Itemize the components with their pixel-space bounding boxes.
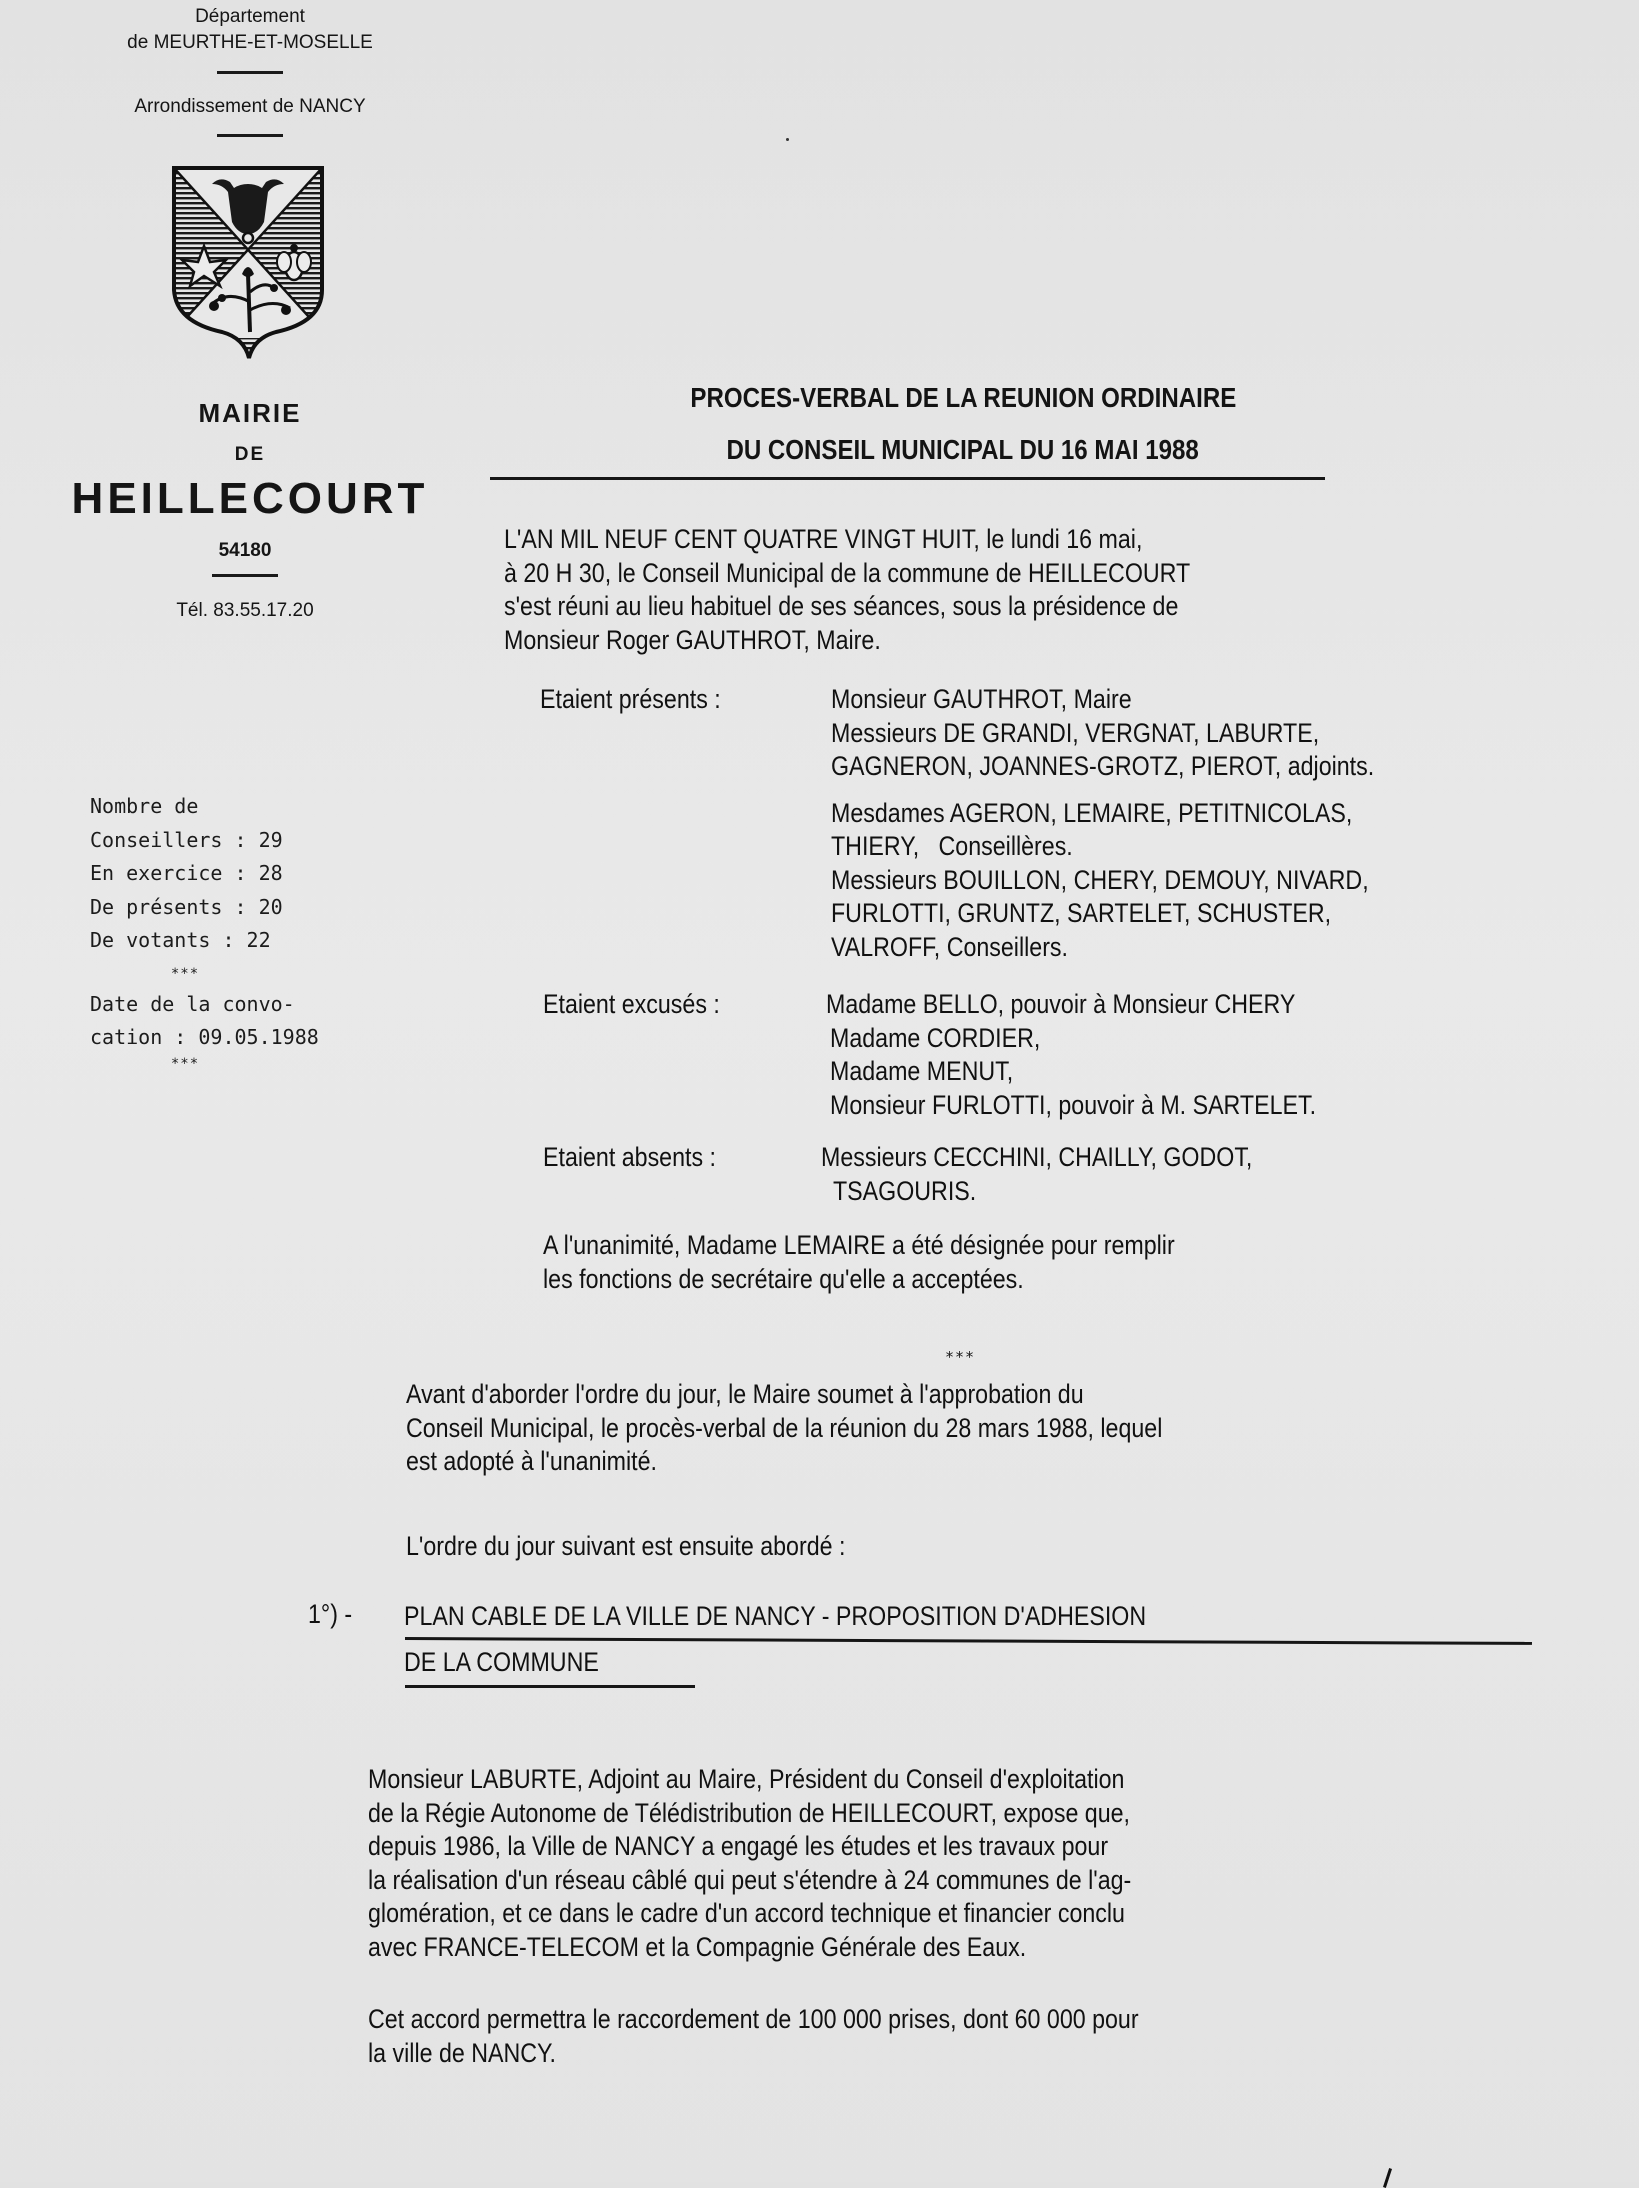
- title-underline: [490, 477, 1325, 480]
- text-line: Monsieur Roger GAUTHROT, Maire.: [504, 624, 881, 655]
- item1-paragraph-2: [368, 2003, 1264, 2070]
- speck: [786, 138, 789, 141]
- absents-list: [821, 1141, 1323, 1208]
- excused-line: Madame BELLO, pouvoir à Monsieur CHERY: [826, 989, 1296, 1019]
- item1-paragraph: [368, 1763, 1256, 1964]
- divider: [212, 574, 278, 577]
- postcode: 54180: [218, 540, 272, 561]
- stats-row: De présents : 20: [90, 894, 283, 919]
- text-line: glomération, et ce dans le cadre d'un accord technique et financier conclu: [368, 1898, 1125, 1928]
- stats-row: Conseillers : 29: [90, 827, 283, 852]
- text-line: avec FRANCE-TELECOM et la Compagnie Générale des Eaux.: [368, 1931, 1027, 1962]
- presents-list: [831, 683, 1463, 964]
- separator-stars: ***: [944, 1348, 976, 1366]
- section-label: Etaient absents :: [543, 1142, 716, 1172]
- stats-label: Conseillers: [90, 827, 223, 852]
- attendee-line: Mesdames AGERON, LEMAIRE, PETITNICOLAS,: [831, 797, 1353, 828]
- pen-mark: [1383, 2168, 1392, 2188]
- attendee-line: Messieurs BOUILLON, CHERY, DEMOUY, NIVARD,: [831, 864, 1369, 895]
- item-title-line: DE LA COMMUNE: [404, 1646, 599, 1677]
- divider: [217, 134, 283, 137]
- stats-label: De présents: [90, 894, 223, 919]
- text-line: Cet accord permettra le raccordement de 100 000 prises, dont 60 000 pour: [368, 2004, 1139, 2034]
- excused-line: Madame CORDIER,: [830, 1022, 1041, 1053]
- convocation-date: cation : 09.05.1988: [90, 1025, 319, 1049]
- stats-value: 29: [258, 827, 283, 852]
- separator-stars: ***: [170, 1055, 200, 1072]
- text-line: Avant d'aborder l'ordre du jour, le Maire soumet à l'approbation du: [406, 1379, 1084, 1409]
- commune-name: HEILLECOURT: [71, 474, 429, 523]
- title-line: PROCES-VERBAL DE LA REUNION ORDINAIRE: [690, 382, 1236, 413]
- absent-line: Messieurs CECCHINI, CHAILLY, GODOT,: [821, 1142, 1253, 1172]
- secretary-paragraph: [543, 1229, 1278, 1296]
- stats-value: 28: [258, 861, 283, 885]
- text-line: à 20 H 30, le Conseil Municipal de la commune de HEILLECOURT: [504, 557, 1191, 588]
- absents-label: [543, 1141, 744, 1175]
- stats-value: 22: [246, 928, 271, 952]
- document-title: [528, 372, 1398, 476]
- department-heading: [60, 4, 440, 56]
- text-line: s'est réuni au lieu habituel de ses séances, sous la présidence de: [504, 591, 1179, 621]
- attendee-line: VALROFF, Conseillers.: [831, 931, 1068, 962]
- text-line: Monsieur LABURTE, Adjoint au Maire, Président du Conseil d'exploitation: [368, 1764, 1125, 1794]
- text-line: depuis 1986, la Ville de NANCY a engagé les études et les travaux pour: [368, 1831, 1109, 1861]
- department-label: Département: [195, 6, 305, 27]
- agenda-item-number: [308, 1598, 359, 1632]
- stats-row: En exercice : 28: [90, 861, 283, 885]
- text-line: Conseil Municipal, le procès-verbal de la réunion du 28 mars 1988, lequel: [406, 1412, 1163, 1443]
- council-stats: [90, 790, 390, 1073]
- presents-label: [540, 683, 750, 717]
- attendee-line: Monsieur GAUTHROT, Maire: [831, 684, 1132, 714]
- item-number: 1°) -: [308, 1599, 353, 1629]
- title-line: DU CONSEIL MUNICIPAL DU 16 MAI 1988: [726, 434, 1200, 465]
- attendee-line: FURLOTTI, GRUNTZ, SARTELET, SCHUSTER,: [831, 898, 1332, 928]
- arrondissement: Arrondissement de NANCY: [134, 96, 366, 117]
- stats-label: De votants: [90, 928, 211, 952]
- stats-header: Nombre de: [90, 794, 199, 818]
- de-label: DE: [234, 444, 266, 465]
- text-line: A l'unanimité, Madame LEMAIRE a été désignée pour remplir: [543, 1230, 1175, 1260]
- attendee-line: Messieurs DE GRANDI, VERGNAT, LABURTE,: [831, 717, 1320, 748]
- item-title-underline: [405, 1685, 695, 1688]
- attendee-line: GAGNERON, JOANNES-GROTZ, PIEROT, adjoints.: [831, 751, 1375, 781]
- stats-label: En exercice: [90, 861, 223, 885]
- mairie-label: MAIRIE: [198, 398, 302, 428]
- text-line: de la Régie Autonome de Télédistribution de HEILLECOURT, expose que,: [368, 1797, 1131, 1828]
- agenda-intro: [406, 1530, 917, 1564]
- attendee-line: THIERY, Conseillères.: [831, 831, 1073, 861]
- text-line: L'AN MIL NEUF CENT QUATRE VINGT HUIT, le lundi 16 mai,: [504, 524, 1143, 554]
- approval-paragraph: [406, 1378, 1286, 1479]
- excused-line: Monsieur FURLOTTI, pouvoir à M. SARTELET.: [830, 1089, 1317, 1120]
- excused-line: Madame MENUT,: [830, 1056, 1014, 1086]
- stats-row: De votants : 22: [90, 928, 271, 952]
- excuses-list: [826, 988, 1395, 1122]
- stats-value: 20: [258, 894, 283, 919]
- item-title-line: PLAN CABLE DE LA VILLE DE NANCY - PROPOSITION D'ADHESION: [404, 1601, 1147, 1631]
- absent-line: TSAGOURIS.: [833, 1175, 977, 1206]
- text-line: L'ordre du jour suivant est ensuite abordé :: [406, 1531, 846, 1561]
- excuses-label: [543, 988, 749, 1022]
- text-line: la réalisation d'un réseau câblé qui peut s'étendre à 24 communes de l'ag-: [368, 1864, 1132, 1895]
- intro-paragraph: [504, 523, 1302, 657]
- convocation-line: Date de la convo-: [90, 991, 295, 1016]
- coat-of-arms-icon: [168, 162, 330, 362]
- text-line: les fonctions de secrétaire qu'elle a acceptées.: [543, 1263, 1024, 1294]
- department-name: de MEURTHE-ET-MOSELLE: [127, 32, 373, 53]
- text-line: la ville de NANCY.: [368, 2037, 557, 2068]
- section-label: Etaient excusés :: [543, 989, 720, 1019]
- telephone: Tél. 83.55.17.20: [176, 600, 314, 621]
- text-line: est adopté à l'unanimité.: [406, 1446, 657, 1476]
- separator-stars: ***: [170, 965, 200, 982]
- divider: [217, 71, 283, 74]
- section-label: Etaient présents :: [540, 684, 721, 714]
